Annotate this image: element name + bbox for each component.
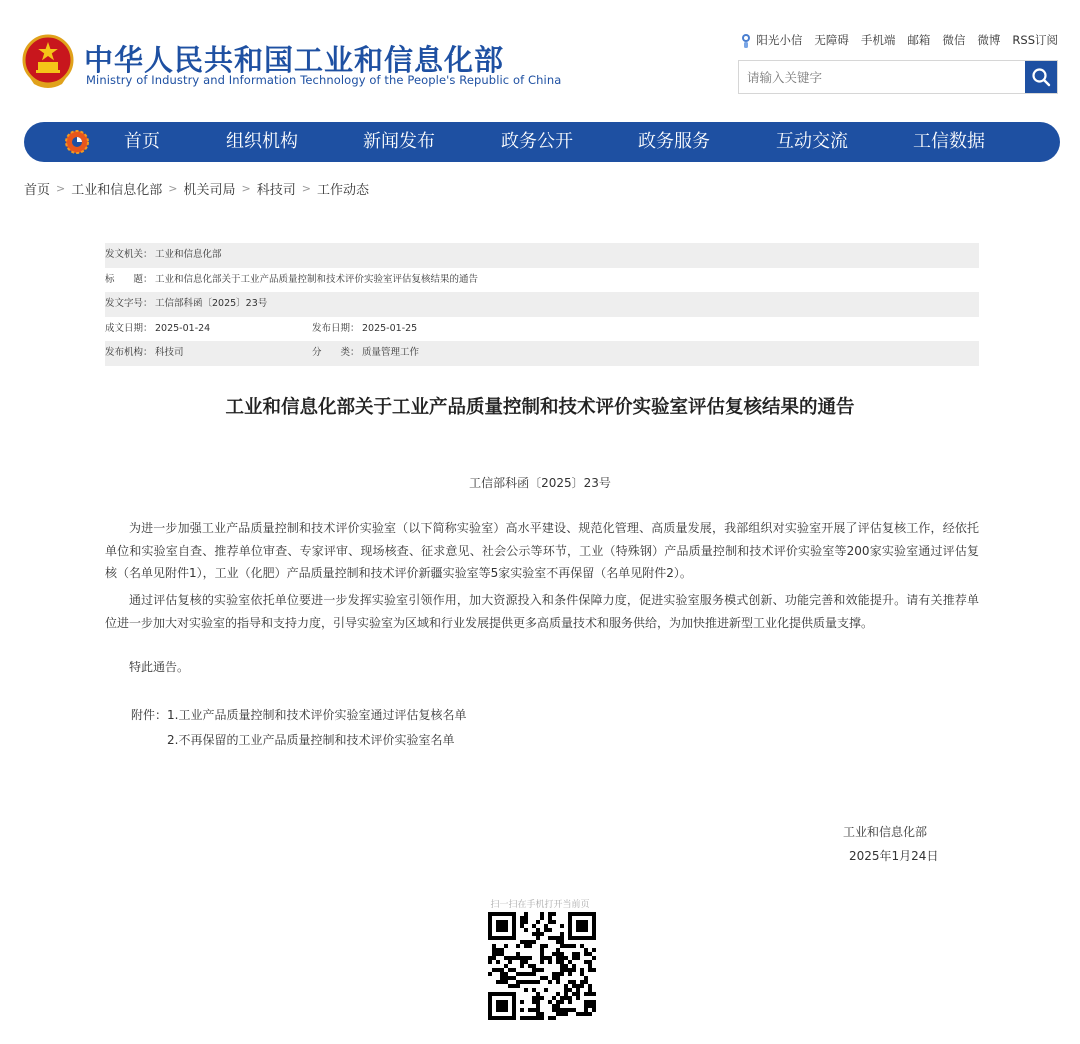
attachment-link-1[interactable]: 附件：1.工业产品质量控制和技术评价实验室通过评估复核名单 xyxy=(131,708,467,722)
article-doc-number: 工信部科函〔2025〕23号 xyxy=(469,476,611,490)
meta-label: 成文日期： xyxy=(105,322,153,334)
link-mail[interactable]: 邮箱 xyxy=(907,33,931,48)
meta-value: 工信部科函〔2025〕23号 xyxy=(155,298,268,309)
search-box xyxy=(738,60,1058,94)
chevron-right-icon: > xyxy=(301,182,311,195)
site-subtitle: Ministry of Industry and Information Technology of the People's Republic of China xyxy=(86,73,562,87)
site-title[interactable]: 中华人民共和国工业和信息化部 xyxy=(84,43,505,77)
meta-label: 发文字号： xyxy=(105,298,153,309)
meta-row-docno xyxy=(105,292,979,317)
link-sunshine[interactable] xyxy=(740,32,802,49)
signature-date: 2025年1月24日 xyxy=(849,849,939,863)
nav-gov-affairs[interactable]: 政务公开 xyxy=(501,131,573,152)
meta-value: 2025-01-25 xyxy=(362,322,418,334)
signature-org: 工业和信息化部 xyxy=(843,825,928,839)
meta-label: 分 类： xyxy=(312,347,360,358)
meta-row-org xyxy=(105,341,979,366)
link-accessibility[interactable]: 无障碍 xyxy=(814,33,849,48)
meta-row-dates xyxy=(105,317,979,342)
qr-code-icon xyxy=(488,912,596,1020)
nav-interaction[interactable]: 互动交流 xyxy=(776,131,848,152)
chevron-right-icon: > xyxy=(241,182,251,195)
article-paragraph: 通过评估复核的实验室依托单位要进一步发挥实验室引领作用，加大资源投入和条件保障力度，促进实验室服务模式创新、功能完善和效能提升。请有关推荐单位进一步加大对实验室的指导和支持力度，引导实验室为区域和行业发展提供更多高质量技术和服务供给，为加快推进新型工业化提供质量支撑。 xyxy=(105,593,979,630)
nav-data[interactable]: 工信数据 xyxy=(913,131,985,152)
breadcrumb-home[interactable]: 首页 xyxy=(24,183,51,198)
top-links xyxy=(740,32,1058,49)
document-meta-table xyxy=(105,243,979,366)
miit-logo-icon xyxy=(64,129,90,155)
chevron-right-icon: > xyxy=(56,182,66,195)
meta-label: 发布机构： xyxy=(105,347,153,358)
breadcrumb-science-dept[interactable]: 科技司 xyxy=(256,183,296,198)
breadcrumb-ministry[interactable]: 工业和信息化部 xyxy=(71,183,163,198)
chevron-right-icon: > xyxy=(168,182,178,195)
link-mobile[interactable]: 手机端 xyxy=(860,33,896,48)
meta-value: 工业和信息化部关于工业产品质量控制和技术评价实验室评估复核结果的通告 xyxy=(155,273,479,285)
article-title: 工业和信息化部关于工业产品质量控制和技术评价实验室评估复核结果的通告 xyxy=(225,397,855,418)
article-paragraph: 特此通告。 xyxy=(129,660,190,674)
meta-row-issuer xyxy=(105,243,979,268)
link-rss[interactable]: RSS订阅 xyxy=(1012,33,1058,48)
meta-row-title xyxy=(105,268,979,293)
meta-label: 发布日期： xyxy=(312,322,360,334)
meta-value: 科技司 xyxy=(155,347,184,358)
attachment-link-2[interactable]: 2.不再保留的工业产品质量控制和技术评价实验室名单 xyxy=(167,733,455,747)
qr-caption: 扫一扫在手机打开当前页 xyxy=(490,900,590,910)
nav-organization[interactable]: 组织机构 xyxy=(226,131,298,152)
breadcrumb-work-news[interactable]: 工作动态 xyxy=(316,183,369,198)
main-nav xyxy=(24,122,1060,162)
mascot-icon xyxy=(740,33,752,49)
meta-label: 发文机关： xyxy=(105,249,153,260)
nav-news[interactable]: 新闻发布 xyxy=(363,131,435,152)
meta-value: 工业和信息化部 xyxy=(155,249,222,260)
article-paragraph: 为进一步加强工业产品质量控制和技术评价实验室（以下简称实验室）高水平建设、规范化管理、高质量发展，我部组织对实验室开展了评估复核工作，经依托单位和实验室自查、推荐单位审查、专家评审、现场核查、征求意见、社会公示等环节，工业（特殊钢）产品质量控制和技术评价实验室等200家实验室通过评估复核（名单见附件1），工业（化肥）产品质量控制和技术评价新疆实验室等5家实验室不再保留（名单见附件2）。 xyxy=(105,521,979,580)
link-label: 阳光小信 xyxy=(756,33,803,47)
link-weibo[interactable]: 微博 xyxy=(977,33,1001,48)
search-icon xyxy=(1031,67,1051,87)
meta-value: 质量管理工作 xyxy=(362,347,420,358)
search-button[interactable] xyxy=(1025,61,1057,93)
national-emblem-icon xyxy=(22,34,74,88)
nav-home[interactable]: 首页 xyxy=(124,131,160,152)
breadcrumb-departments[interactable]: 机关司局 xyxy=(183,183,236,198)
link-wechat[interactable]: 微信 xyxy=(942,33,966,48)
nav-gov-services[interactable]: 政务服务 xyxy=(638,131,710,152)
meta-label: 标 题： xyxy=(105,273,153,285)
breadcrumb xyxy=(24,179,369,198)
search-input[interactable] xyxy=(739,61,1027,93)
meta-value: 2025-01-24 xyxy=(155,322,211,334)
